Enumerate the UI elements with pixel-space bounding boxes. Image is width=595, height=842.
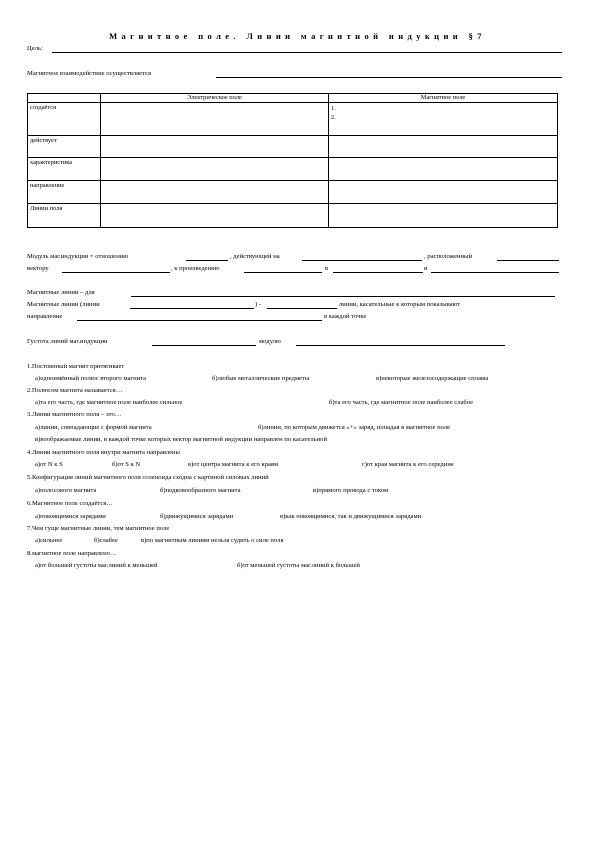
option-3c[interactable]: в)воображаемые линии, в каждой точке которых вектор магнитной индукции направлен по касательной xyxy=(35,436,327,443)
option-5b[interactable]: б)подковообразного магнита xyxy=(160,487,241,494)
comparison-table xyxy=(27,93,558,228)
option-3b[interactable]: б)линии, по которым движется «+» заряд, попадая в магнитное поле xyxy=(258,424,451,431)
magnetic-cell[interactable] xyxy=(329,204,558,228)
option-4d[interactable]: г)от края магнита к его середине xyxy=(362,461,454,468)
table-header-empty xyxy=(28,94,101,103)
option-4c[interactable]: в)от центра магнита к его краям xyxy=(188,461,279,468)
option-1c[interactable]: в)некоторые железосодержащие сплавы xyxy=(376,375,489,382)
field-lines-blank-4[interactable] xyxy=(77,320,322,321)
question-8: 8.магнитное поле направлено… xyxy=(27,550,117,557)
field-lines-text-1: Магнитные линии – для xyxy=(27,289,95,296)
row-label: действует xyxy=(28,136,101,158)
list-item: 1. xyxy=(331,105,336,112)
row-label: создаётся xyxy=(28,103,101,136)
magnetic-cell[interactable] xyxy=(329,181,558,204)
electric-cell[interactable] xyxy=(101,158,329,181)
option-7a[interactable]: а)сильнее xyxy=(35,537,63,544)
density-blank-2[interactable] xyxy=(296,345,505,346)
option-3a[interactable]: а)линии, совпадающие с формой магнита xyxy=(35,424,152,431)
option-1b[interactable]: б)любые металлические предметы xyxy=(212,375,310,382)
table-row xyxy=(28,158,558,181)
option-6c[interactable]: в)как покоящимися, так и движущимися зарядами xyxy=(280,513,422,520)
modulus-blank-5[interactable] xyxy=(244,272,322,273)
table-row xyxy=(28,103,558,136)
interaction-blank[interactable] xyxy=(216,77,562,78)
field-lines-text-6: в каждой точке xyxy=(324,313,367,320)
list-item: 2. xyxy=(331,114,336,121)
density-text-1: Густота линий маг.индукции xyxy=(27,338,108,345)
electric-cell[interactable] xyxy=(101,181,329,204)
magnetic-cell[interactable] xyxy=(329,158,558,181)
goal-blank[interactable] xyxy=(52,52,562,53)
table-header-magnetic: Магнитное поле xyxy=(329,94,558,103)
question-4: 4.Линии магнитного поля внутри магнита направлены xyxy=(27,449,180,456)
modulus-text-5: , к произведению xyxy=(171,265,220,272)
field-lines-blank-3[interactable] xyxy=(267,308,337,309)
option-2a[interactable]: а)та его часть, где магнитное поле наиболее сильное xyxy=(35,399,183,406)
field-lines-text-5: направление xyxy=(27,313,63,320)
option-7c[interactable]: в)по магнитным линиям нельзя судить о силе поля xyxy=(141,537,284,544)
modulus-blank-1[interactable] xyxy=(186,260,228,261)
modulus-blank-7[interactable] xyxy=(431,272,559,273)
question-2: 2.Полюсом магнита называется… xyxy=(27,387,123,394)
modulus-blank-3[interactable] xyxy=(497,260,559,261)
field-lines-text-4: линии, касательные к которым показывают xyxy=(339,301,461,308)
table-header-electric: Электрическое поле xyxy=(101,94,329,103)
modulus-text-6: в xyxy=(325,265,329,272)
modulus-text-3: , расположенный xyxy=(424,253,473,260)
electric-cell[interactable] xyxy=(101,136,329,158)
table-row xyxy=(28,204,558,228)
electric-cell[interactable] xyxy=(101,103,329,136)
table-header-row xyxy=(28,94,558,103)
table-row xyxy=(28,136,558,158)
modulus-text-7: и xyxy=(424,265,428,272)
option-1a[interactable]: а)одноимённый полюс второго магнита xyxy=(35,375,147,382)
question-6: 6.Магнитное поле создаётся… xyxy=(27,500,113,507)
field-lines-blank-2[interactable] xyxy=(130,308,254,309)
electric-cell[interactable] xyxy=(101,204,329,228)
field-lines-text-2: Магнитные линии (линии xyxy=(27,301,100,308)
field-lines-blank-1[interactable] xyxy=(131,296,555,297)
modulus-text-1: Модуль маг.индукции = отношению xyxy=(27,253,129,260)
density-blank-1[interactable] xyxy=(152,345,256,346)
magnetic-cell[interactable] xyxy=(329,136,558,158)
option-8b[interactable]: б)от меньшей густоты маг.линий к большей xyxy=(237,562,360,569)
question-3: 3.Линии магнитного поля – это… xyxy=(27,411,122,418)
option-8a[interactable]: а)от большей густоты маг.линий к меньшей xyxy=(35,562,158,569)
option-4b[interactable]: б)от S к N xyxy=(112,461,141,468)
modulus-blank-2[interactable] xyxy=(302,260,422,261)
option-5c[interactable]: в)прямого провода с током xyxy=(313,487,389,494)
modulus-text-4: вектору xyxy=(27,265,49,272)
table-row xyxy=(28,181,558,204)
modulus-text-2: , действующей на xyxy=(230,253,280,260)
option-5a[interactable]: а)полосового магнита xyxy=(35,487,97,494)
option-7b[interactable]: б)слабее xyxy=(94,537,118,544)
question-1: 1.Постоянный магнит притягивает xyxy=(27,363,125,370)
row-label: направление xyxy=(28,181,101,204)
row-label: Линии поля xyxy=(28,204,101,228)
modulus-blank-6[interactable] xyxy=(333,272,423,273)
magnetic-cell[interactable] xyxy=(329,103,558,136)
row-label: характеристика xyxy=(28,158,101,181)
field-lines-text-3: ) - xyxy=(255,301,262,308)
question-5: 5.Конфигурация линий магнитного поля соленоида сходна с картиной силовых линий xyxy=(27,474,269,481)
option-4a[interactable]: а)от N к S xyxy=(35,461,63,468)
option-2b[interactable]: б)та его часть, где магнитное поле наиболее слабое xyxy=(329,399,474,406)
option-6b[interactable]: б)движущимися зарядами xyxy=(160,513,234,520)
modulus-blank-4[interactable] xyxy=(62,272,170,273)
page-title: Магнитное поле. Линии магнитной индукции §7 xyxy=(109,31,486,41)
question-7: 7.Чем гуще магнитные линии, тем магнитное поле xyxy=(27,525,170,532)
density-text-2: модулю xyxy=(259,338,281,345)
option-6a[interactable]: а)покоящимися зарядами xyxy=(35,513,106,520)
interaction-label: Магнитное взаимодействие осуществляется xyxy=(27,70,151,77)
goal-label: Цель: xyxy=(27,45,43,52)
